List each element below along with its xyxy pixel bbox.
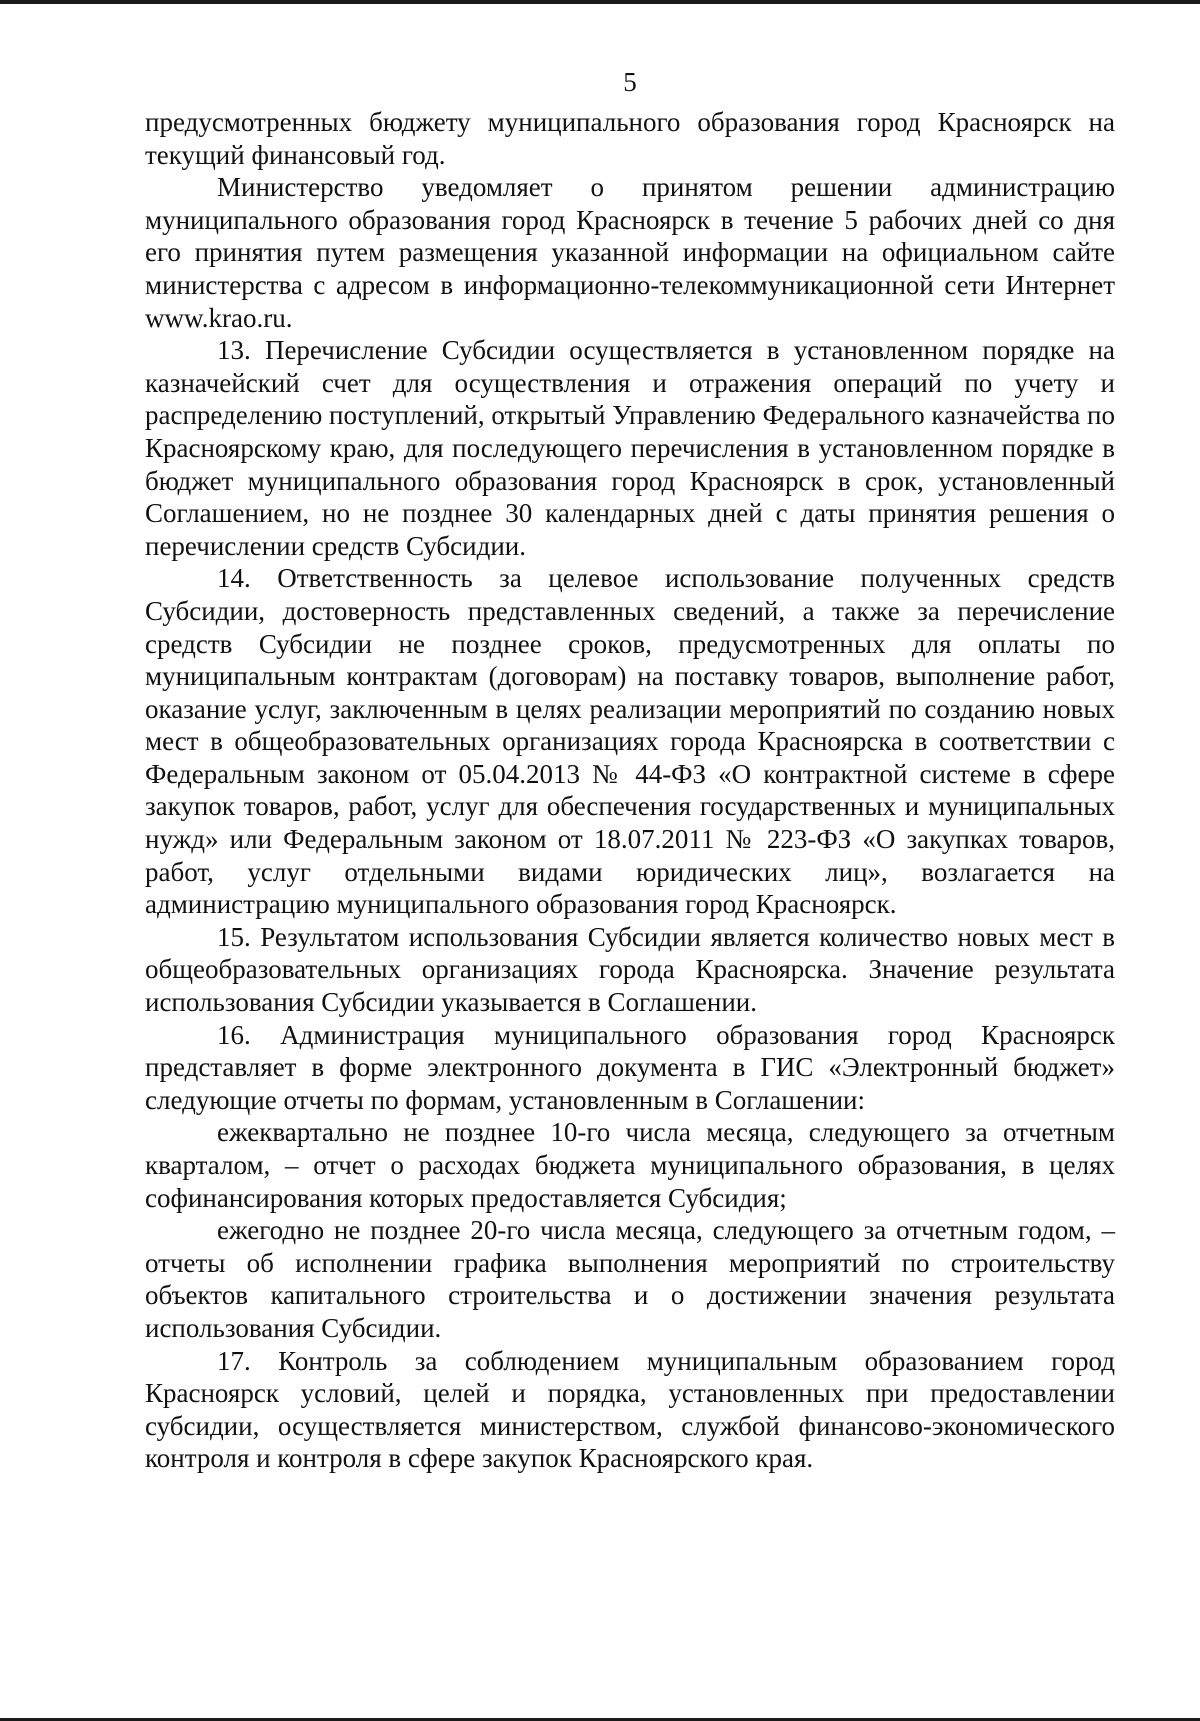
paragraph-17-control: 17. Контроль за соблюдением муниципальным образованием город Красноярск условий, целей и порядка, установленных при предоставлении субсидии, осуществляется министерством, службой финансово-экономического контроля и контроля в сфере закупок Красноярского края.: [145, 1345, 1115, 1474]
scan-border-top: [0, 0, 1200, 4]
paragraph-annual-report: ежегодно не позднее 20-го числа месяца, следующего за отчетным годом, – отчеты об исполнении графика выполнения мероприятий по строительству объектов капитального строительства и о достижении значения результата использования Субсидии.: [145, 1215, 1115, 1343]
paragraph-ministry-notification: Министерство уведомляет о принятом решении администрацию муниципального образования город Красноярск в течение 5 рабочих дней со дня его принятия путем размещения указанной информации на официальном сайте министерства с адресом в информационно-телекоммуникационной сети Интернет www.krao.ru.: [145, 172, 1115, 333]
paragraph-13-transfer: 13. Перечисление Субсидии осуществляется в установленном порядке на казначейский счет для осуществления и отражения операций по учету и распределению поступлений, открытый Управлению Федерального казначейства по Красноярскому краю, для последующего перечисления в установленном порядке в бюджет муниципального образования город Красноярск в срок, установленный Соглашением, но не позднее 30 календарных дней с даты принятия решения о перечислении средств Субсидии.: [145, 335, 1115, 561]
paragraph-15-result: 15. Результатом использования Субсидии является количество новых мест в общеобразовательных организациях города Красноярска. Значение результата использования Субсидии указывается в Соглашении.: [145, 921, 1115, 1018]
document-page: [145, 62, 1115, 1475]
paragraph-16-reports: 16. Администрация муниципального образования город Красноярск представляет в форме электронного документа в ГИС «Электронный бюджет» следующие отчеты по формам, установленным в Соглашении:: [145, 1019, 1115, 1115]
page-number: 5: [623, 67, 637, 97]
paragraph-14-responsibility: 14. Ответственность за целевое использование полученных средств Субсидии, достоверность представленных сведений, а также за перечисление средств Субсидии не позднее сроков, предусмотренных для оплаты по муниципальным контрактам (договорам) на поставку товаров, выполнение работ, оказание услуг, заключенным в целях реализации мероприятий по созданию новых мест в общеобразовательных организациях города Красноярска в соответствии с Федеральным законом от 05.04.2013 № 44-ФЗ «О контрактной системе в сфере закупок товаров, работ, услуг для обеспечения государственных и муниципальных нужд» или Федеральным законом от 18.07.2011 № 223-ФЗ «О закупках товаров, работ, услуг отдельными видами юридических лиц», возлагается на администрацию муниципального образования город Красноярск.: [145, 563, 1115, 920]
paragraph-quarterly-report: ежеквартально не позднее 10-го числа месяца, следующего за отчетным кварталом, – отчет о расходах бюджета муниципального образования, в целях софинансирования которых предоставляется Субсидия;: [145, 1117, 1115, 1213]
paragraph-continuation: предусмотренных бюджету муниципального образования город Красноярск на текущий финансовый год.: [145, 107, 1115, 170]
